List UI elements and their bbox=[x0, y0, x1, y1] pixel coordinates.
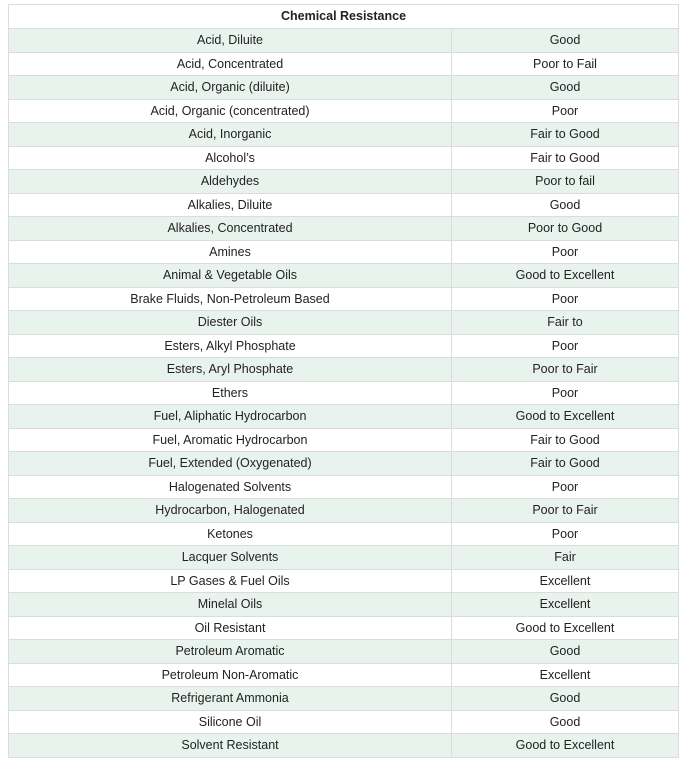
table-row bbox=[9, 616, 679, 640]
chemical-name-cell: Alkalies, Diluite bbox=[9, 193, 452, 217]
table-header: Chemical Resistance bbox=[9, 5, 679, 29]
table-row bbox=[9, 76, 679, 100]
resistance-rating-cell: Excellent bbox=[452, 663, 679, 687]
resistance-rating-cell: Good bbox=[452, 76, 679, 100]
resistance-rating-cell: Poor bbox=[452, 522, 679, 546]
table-row bbox=[9, 522, 679, 546]
chemical-name-cell: Lacquer Solvents bbox=[9, 546, 452, 570]
resistance-rating-cell: Poor bbox=[452, 334, 679, 358]
chemical-name-cell: Oil Resistant bbox=[9, 616, 452, 640]
resistance-rating-cell: Poor bbox=[452, 99, 679, 123]
table-row bbox=[9, 569, 679, 593]
resistance-rating-cell: Excellent bbox=[452, 593, 679, 617]
resistance-rating-cell: Good bbox=[452, 193, 679, 217]
resistance-rating-cell: Excellent bbox=[452, 569, 679, 593]
table-row bbox=[9, 710, 679, 734]
table-row bbox=[9, 358, 679, 382]
resistance-rating-cell: Fair to Good bbox=[452, 428, 679, 452]
chemical-name-cell: Alkalies, Concentrated bbox=[9, 217, 452, 241]
chemical-name-cell: Acid, Organic (concentrated) bbox=[9, 99, 452, 123]
chemical-name-cell: Animal & Vegetable Oils bbox=[9, 264, 452, 288]
resistance-rating-cell: Fair to bbox=[452, 311, 679, 335]
resistance-rating-cell: Good to Excellent bbox=[452, 616, 679, 640]
chemical-name-cell: Esters, Aryl Phosphate bbox=[9, 358, 452, 382]
chemical-name-cell: Aldehydes bbox=[9, 170, 452, 194]
resistance-rating-cell: Poor to Fair bbox=[452, 499, 679, 523]
resistance-rating-cell: Good bbox=[452, 687, 679, 711]
resistance-rating-cell: Poor bbox=[452, 475, 679, 499]
chemical-name-cell: Brake Fluids, Non-Petroleum Based bbox=[9, 287, 452, 311]
chemical-name-cell: Acid, Inorganic bbox=[9, 123, 452, 147]
table-body bbox=[9, 29, 679, 758]
resistance-rating-cell: Poor bbox=[452, 381, 679, 405]
table-row bbox=[9, 381, 679, 405]
table-row bbox=[9, 334, 679, 358]
chemical-name-cell: Acid, Organic (diluite) bbox=[9, 76, 452, 100]
table-row bbox=[9, 405, 679, 429]
resistance-rating-cell: Poor to fail bbox=[452, 170, 679, 194]
table-row bbox=[9, 640, 679, 664]
resistance-rating-cell: Good bbox=[452, 710, 679, 734]
chemical-name-cell: Esters, Alkyl Phosphate bbox=[9, 334, 452, 358]
resistance-rating-cell: Good to Excellent bbox=[452, 734, 679, 758]
table-row bbox=[9, 193, 679, 217]
chemical-name-cell: Fuel, Aromatic Hydrocarbon bbox=[9, 428, 452, 452]
resistance-rating-cell: Good bbox=[452, 29, 679, 53]
resistance-rating-cell: Fair bbox=[452, 546, 679, 570]
table-row bbox=[9, 499, 679, 523]
chemical-resistance-table-wrapper bbox=[8, 4, 678, 758]
chemical-name-cell: Acid, Concentrated bbox=[9, 52, 452, 76]
chemical-name-cell: Hydrocarbon, Halogenated bbox=[9, 499, 452, 523]
table-row bbox=[9, 123, 679, 147]
resistance-rating-cell: Fair to Good bbox=[452, 452, 679, 476]
chemical-name-cell: Amines bbox=[9, 240, 452, 264]
table-row bbox=[9, 52, 679, 76]
chemical-name-cell: Refrigerant Ammonia bbox=[9, 687, 452, 711]
chemical-name-cell: Silicone Oil bbox=[9, 710, 452, 734]
table-row bbox=[9, 546, 679, 570]
chemical-name-cell: Petroleum Aromatic bbox=[9, 640, 452, 664]
table-row bbox=[9, 311, 679, 335]
table-row bbox=[9, 287, 679, 311]
table-row bbox=[9, 217, 679, 241]
resistance-rating-cell: Poor to Fail bbox=[452, 52, 679, 76]
chemical-name-cell: Diester Oils bbox=[9, 311, 452, 335]
resistance-rating-cell: Poor to Fair bbox=[452, 358, 679, 382]
chemical-name-cell: Solvent Resistant bbox=[9, 734, 452, 758]
resistance-rating-cell: Fair to Good bbox=[452, 146, 679, 170]
table-row bbox=[9, 593, 679, 617]
chemical-name-cell: Fuel, Extended (Oxygenated) bbox=[9, 452, 452, 476]
resistance-rating-cell: Poor to Good bbox=[452, 217, 679, 241]
table-row bbox=[9, 240, 679, 264]
table-row bbox=[9, 452, 679, 476]
resistance-rating-cell: Fair to Good bbox=[452, 123, 679, 147]
table-row bbox=[9, 734, 679, 758]
chemical-name-cell: LP Gases & Fuel Oils bbox=[9, 569, 452, 593]
table-row bbox=[9, 687, 679, 711]
resistance-rating-cell: Good bbox=[452, 640, 679, 664]
table-header-row bbox=[9, 5, 679, 29]
table-row bbox=[9, 428, 679, 452]
table-row bbox=[9, 99, 679, 123]
table-row bbox=[9, 475, 679, 499]
chemical-name-cell: Alcohol’s bbox=[9, 146, 452, 170]
table-row bbox=[9, 264, 679, 288]
chemical-name-cell: Ethers bbox=[9, 381, 452, 405]
table-row bbox=[9, 146, 679, 170]
chemical-name-cell: Minelal Oils bbox=[9, 593, 452, 617]
chemical-name-cell: Acid, Diluite bbox=[9, 29, 452, 53]
resistance-rating-cell: Good to Excellent bbox=[452, 405, 679, 429]
table-row bbox=[9, 170, 679, 194]
resistance-rating-cell: Good to Excellent bbox=[452, 264, 679, 288]
resistance-rating-cell: Poor bbox=[452, 240, 679, 264]
resistance-rating-cell: Poor bbox=[452, 287, 679, 311]
chemical-resistance-table bbox=[8, 4, 679, 758]
table-row bbox=[9, 29, 679, 53]
chemical-name-cell: Petroleum Non-Aromatic bbox=[9, 663, 452, 687]
table-row bbox=[9, 663, 679, 687]
chemical-name-cell: Halogenated Solvents bbox=[9, 475, 452, 499]
chemical-name-cell: Fuel, Aliphatic Hydrocarbon bbox=[9, 405, 452, 429]
chemical-name-cell: Ketones bbox=[9, 522, 452, 546]
